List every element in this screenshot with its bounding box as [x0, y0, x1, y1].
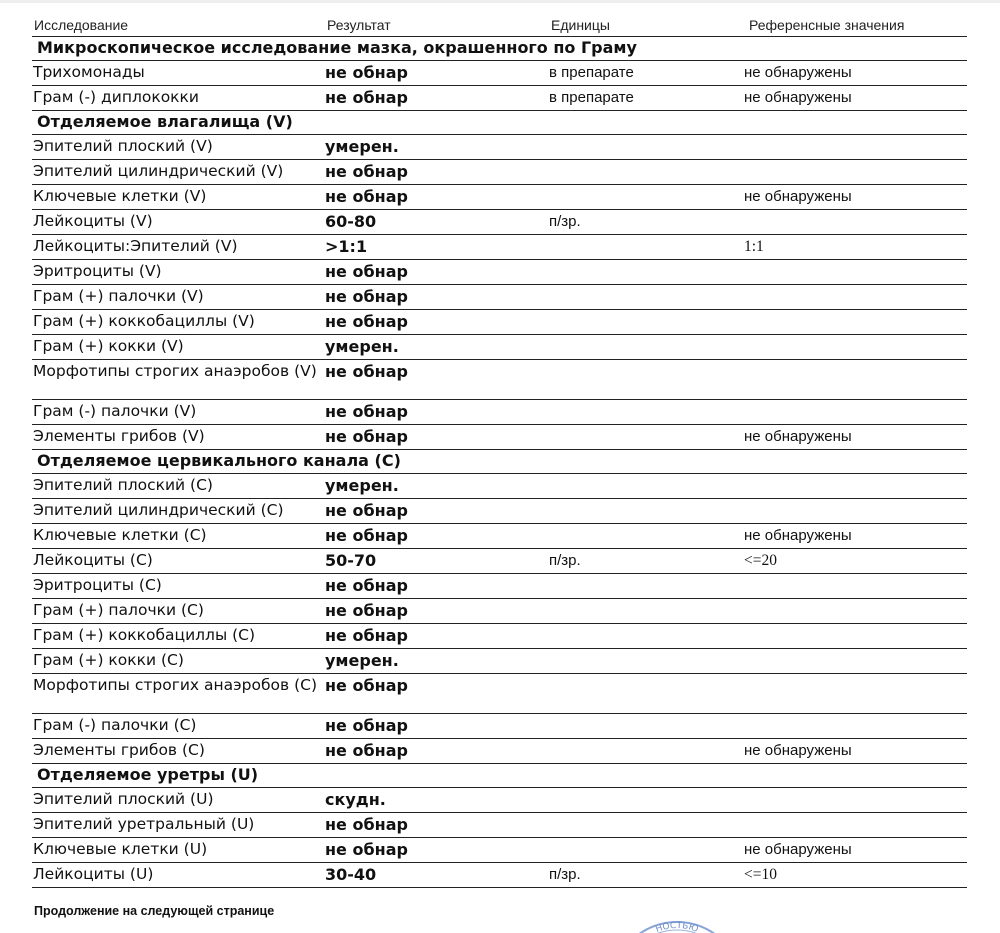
test-name-cell: Эпителий цилиндрический (V): [33, 162, 284, 180]
reference-cell: [744, 788, 964, 791]
units-cell: [549, 285, 744, 288]
result-cell: не обнар: [325, 840, 408, 859]
test-name-cell: Эпителий уретральный (U): [33, 815, 255, 833]
reference-cell: [744, 260, 964, 263]
result-cell: не обнар: [325, 716, 408, 735]
reference-cell: [744, 624, 964, 627]
test-name-cell: Грам (+) палочки (V): [33, 287, 204, 305]
test-name-cell: Эпителий плоский (V): [33, 137, 213, 155]
test-name-cell: Грам (+) палочки (C): [33, 601, 204, 619]
units-cell: [549, 335, 744, 338]
section-title: Отделяемое цервикального канала (C): [37, 451, 401, 470]
table-row: [32, 599, 967, 624]
result-cell: 60-80: [325, 212, 377, 231]
units-cell: [549, 599, 744, 602]
reference-cell: не обнаружены: [744, 188, 852, 205]
header-units: Единицы: [551, 17, 610, 33]
table-row: [32, 674, 967, 714]
test-name-cell: Эритроциты (V): [33, 262, 162, 280]
reference-cell: [744, 400, 964, 403]
test-name-cell: Грам (-) палочки (C): [33, 716, 197, 734]
units-cell: [549, 260, 744, 263]
result-cell: умерен.: [325, 476, 399, 495]
table-row: [32, 360, 967, 400]
table-row: [32, 624, 967, 649]
table-row: [32, 425, 967, 450]
units-cell: [549, 425, 744, 428]
results-table: [32, 14, 967, 888]
reference-cell: [744, 813, 964, 816]
reference-cell: [744, 499, 964, 502]
test-name-cell: Элементы грибов (V): [33, 427, 205, 445]
table-row: [32, 813, 967, 838]
units-cell: п/зр.: [549, 866, 581, 883]
units-cell: [549, 524, 744, 527]
units-cell: [549, 788, 744, 791]
section-header-row: [32, 37, 967, 61]
test-name-cell: Эпителий плоский (C): [33, 476, 213, 494]
test-name-cell: Лейкоциты (C): [33, 551, 153, 569]
test-name-cell: Ключевые клетки (C): [33, 526, 207, 544]
units-cell: [549, 624, 744, 627]
table-header-row: [32, 14, 967, 37]
table-row: [32, 574, 967, 599]
result-cell: не обнар: [325, 626, 408, 645]
test-name-cell: Трихомонады: [33, 63, 145, 81]
table-row: [32, 863, 967, 888]
table-row: [32, 499, 967, 524]
test-name-cell: Ключевые клетки (U): [33, 840, 208, 858]
reference-cell: [744, 360, 964, 363]
result-cell: не обнар: [325, 362, 408, 381]
result-cell: не обнар: [325, 88, 408, 107]
table-row: [32, 714, 967, 739]
header-result: Результат: [327, 17, 391, 33]
table-row: [32, 335, 967, 360]
table-row: [32, 838, 967, 863]
table-body: [32, 37, 967, 888]
result-cell: не обнар: [325, 262, 408, 281]
header-investigation: Исследование: [34, 17, 129, 33]
top-edge-strip: [0, 0, 1000, 3]
result-cell: не обнар: [325, 601, 408, 620]
result-cell: скудн.: [325, 790, 386, 809]
result-cell: не обнар: [325, 427, 408, 446]
header-reference: Референсные значения: [749, 17, 905, 33]
result-cell: не обнар: [325, 402, 408, 421]
reference-cell: [744, 649, 964, 652]
units-cell: [549, 739, 744, 742]
table-row: [32, 310, 967, 335]
test-name-cell: Лейкоциты (V): [33, 212, 153, 230]
result-cell: умерен.: [325, 137, 399, 156]
reference-cell: <=10: [744, 866, 777, 883]
reference-cell: [744, 599, 964, 602]
result-cell: не обнар: [325, 187, 408, 206]
table-row: [32, 549, 967, 574]
units-cell: п/зр.: [549, 213, 581, 230]
reference-cell: не обнаружены: [744, 428, 852, 445]
test-name-cell: Эпителий цилиндрический (C): [33, 501, 284, 519]
test-name-cell: Грам (+) коккобациллы (V): [33, 312, 255, 330]
units-cell: п/зр.: [549, 552, 581, 569]
units-cell: [549, 813, 744, 816]
units-cell: [549, 160, 744, 163]
test-name-cell: Грам (-) диплококки: [33, 88, 199, 106]
units-cell: [549, 474, 744, 477]
seal-stamp: [612, 918, 742, 933]
reference-cell: не обнаружены: [744, 841, 852, 858]
test-name-cell: Эпителий плоский (U): [33, 790, 214, 808]
table-row: [32, 210, 967, 235]
test-name-cell: Грам (+) кокки (V): [33, 337, 184, 355]
test-name-cell: Морфотипы строгих анаэробов (V): [33, 362, 317, 380]
units-cell: [549, 574, 744, 577]
reference-cell: [744, 135, 964, 138]
result-cell: >1:1: [325, 237, 368, 256]
result-cell: не обнар: [325, 576, 408, 595]
reference-cell: <=20: [744, 552, 777, 569]
test-name-cell: Лейкоциты:Эпителий (V): [33, 237, 238, 255]
svg-text:НОСТЬЮ: НОСТЬЮ: [654, 920, 700, 933]
result-cell: умерен.: [325, 651, 399, 670]
result-cell: не обнар: [325, 63, 408, 82]
table-row: [32, 61, 967, 86]
reference-cell: [744, 285, 964, 288]
result-cell: не обнар: [325, 162, 408, 181]
section-title: Отделяемое влагалища (V): [37, 112, 293, 131]
test-name-cell: Эритроциты (C): [33, 576, 162, 594]
test-name-cell: Морфотипы строгих анаэробов (C): [33, 676, 318, 694]
units-cell: [549, 714, 744, 717]
result-cell: не обнар: [325, 741, 408, 760]
result-cell: 30-40: [325, 865, 377, 884]
units-cell: в препарате: [549, 64, 634, 81]
reference-cell: не обнаружены: [744, 742, 852, 759]
units-cell: [549, 235, 744, 238]
reference-cell: [744, 160, 964, 163]
continuation-note: Продолжение на следующей странице: [34, 904, 275, 918]
reference-cell: [744, 210, 964, 213]
units-cell: [549, 135, 744, 138]
reference-cell: [744, 674, 964, 677]
reference-cell: [744, 574, 964, 577]
section-header-row: [32, 450, 967, 474]
result-cell: не обнар: [325, 501, 408, 520]
section-header-row: [32, 111, 967, 135]
test-name-cell: Ключевые клетки (V): [33, 187, 207, 205]
result-cell: не обнар: [325, 287, 408, 306]
units-cell: [549, 360, 744, 363]
units-cell: [549, 499, 744, 502]
reference-cell: не обнаружены: [744, 64, 852, 81]
reference-cell: [744, 335, 964, 338]
section-title: Отделяемое уретры (U): [37, 765, 259, 784]
result-cell: не обнар: [325, 815, 408, 834]
table-row: [32, 788, 967, 813]
table-row: [32, 739, 967, 764]
test-name-cell: Грам (-) палочки (V): [33, 402, 197, 420]
table-row: [32, 235, 967, 260]
test-name-cell: Элементы грибов (C): [33, 741, 205, 759]
test-name-cell: Грам (+) кокки (C): [33, 651, 184, 669]
units-cell: [549, 400, 744, 403]
units-cell: [549, 185, 744, 188]
section-title: Микроскопическое исследование мазка, окрашенного по Граму: [37, 38, 637, 57]
reference-cell: [744, 714, 964, 717]
reference-cell: 1:1: [744, 238, 764, 255]
result-cell: не обнар: [325, 526, 408, 545]
section-header-row: [32, 764, 967, 788]
result-cell: умерен.: [325, 337, 399, 356]
table-row: [32, 160, 967, 185]
table-row: [32, 649, 967, 674]
table-row: [32, 474, 967, 499]
reference-cell: не обнаружены: [744, 527, 852, 544]
result-cell: не обнар: [325, 676, 408, 695]
table-row: [32, 185, 967, 210]
test-name-cell: Лейкоциты (U): [33, 865, 154, 883]
table-row: [32, 86, 967, 111]
units-cell: [549, 310, 744, 313]
units-cell: [549, 674, 744, 677]
table-row: [32, 260, 967, 285]
units-cell: [549, 838, 744, 841]
table-row: [32, 400, 967, 425]
test-name-cell: Грам (+) коккобациллы (C): [33, 626, 256, 644]
result-cell: 50-70: [325, 551, 377, 570]
units-cell: в препарате: [549, 89, 634, 106]
table-row: [32, 285, 967, 310]
result-cell: не обнар: [325, 312, 408, 331]
units-cell: [549, 649, 744, 652]
table-row: [32, 135, 967, 160]
reference-cell: [744, 310, 964, 313]
reference-cell: [744, 474, 964, 477]
reference-cell: не обнаружены: [744, 89, 852, 106]
table-row: [32, 524, 967, 549]
